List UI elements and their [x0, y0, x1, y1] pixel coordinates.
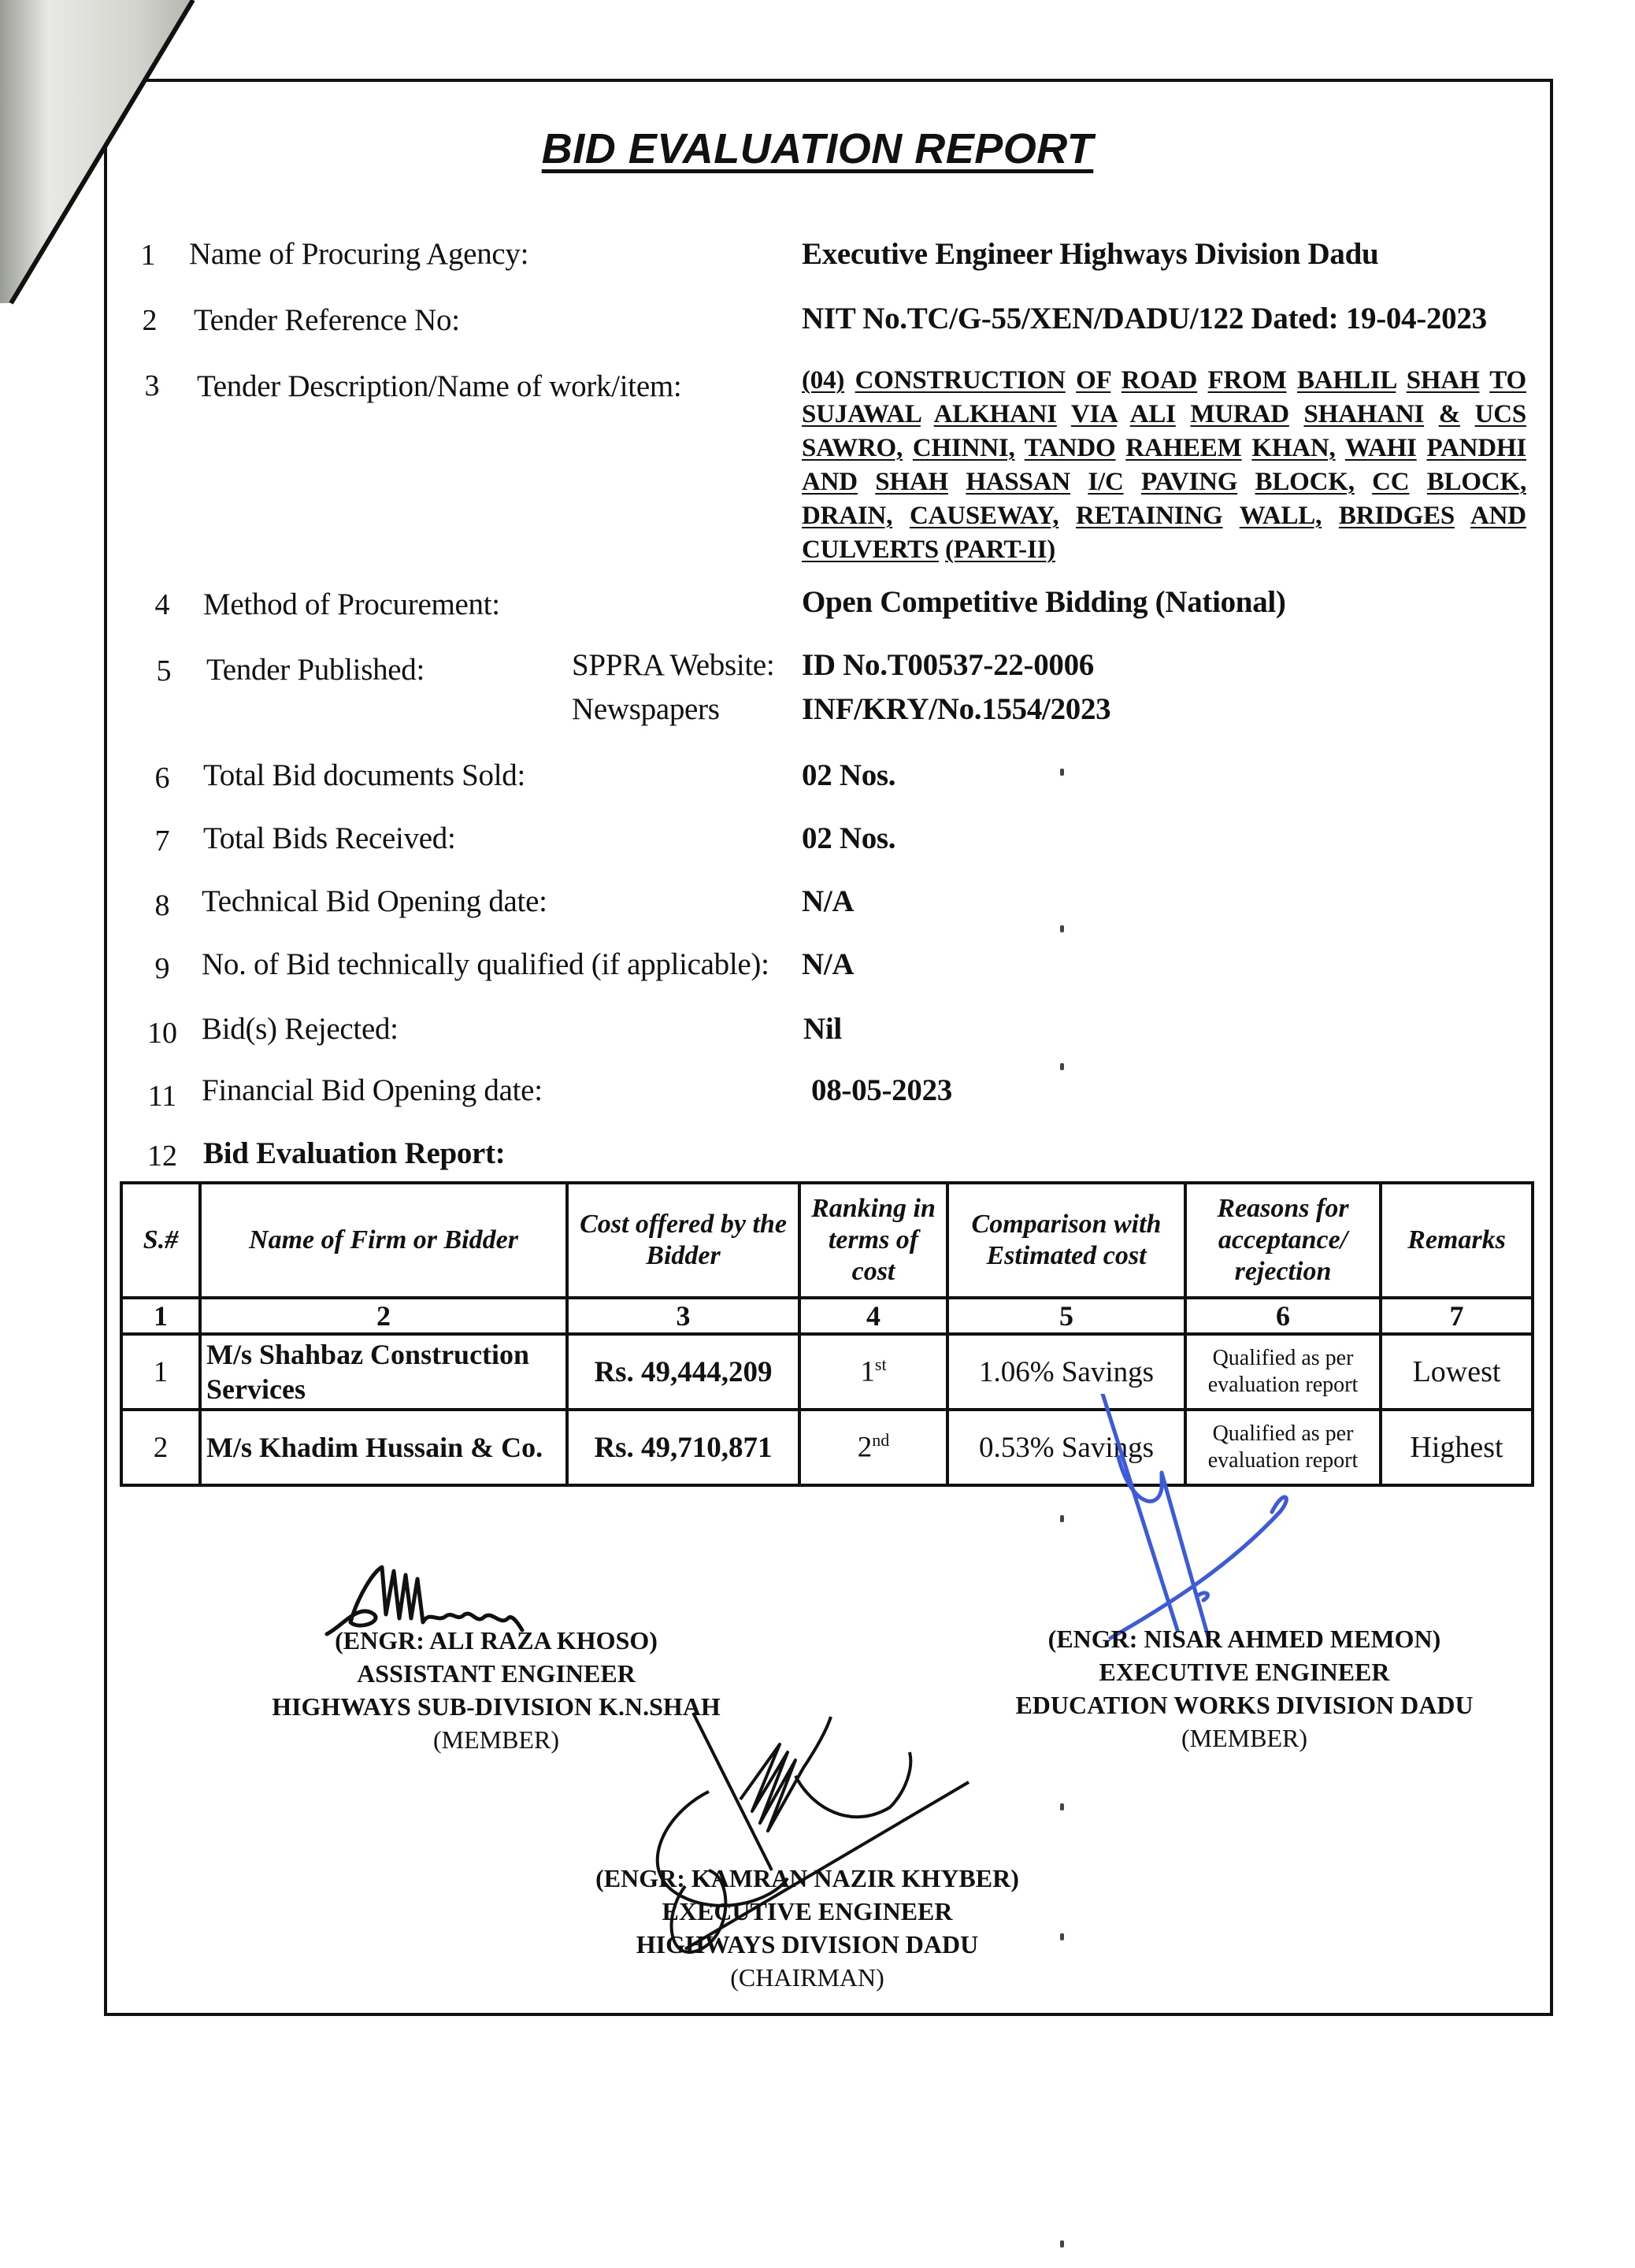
serial-number: 2 — [121, 1410, 200, 1485]
cost-ranking — [799, 1334, 947, 1410]
description-word: AND — [802, 468, 858, 496]
acceptance-reason: Qualified as per evaluation report — [1185, 1334, 1381, 1410]
item-number: 5 — [156, 654, 172, 687]
tender-published-label: Tender Published: — [206, 653, 425, 687]
firm-name: M/s Khadim Hussain & Co. — [200, 1410, 567, 1485]
item-number: 12 — [147, 1140, 177, 1173]
procuring-agency-label: Name of Procuring Agency: — [189, 237, 529, 271]
scan-speck — [1060, 1515, 1064, 1522]
signatory-right — [992, 1622, 1496, 1755]
description-word: RETAINING — [1076, 502, 1223, 530]
financial-bid-opening-label: Financial Bid Opening date: — [202, 1073, 543, 1107]
column-header: Reasons for acceptance/ rejection — [1185, 1183, 1381, 1298]
remarks: Highest — [1381, 1410, 1533, 1485]
bids-rejected-label: Bid(s) Rejected: — [202, 1012, 399, 1046]
item-number: 8 — [154, 889, 170, 922]
report-title — [0, 124, 1635, 173]
signatory-role: (MEMBER) — [1181, 1724, 1307, 1752]
procuring-agency-value: Executive Engineer Highways Division Dadu — [802, 237, 1379, 271]
bid-docs-sold-value: 02 Nos. — [802, 758, 896, 792]
tender-description-label: Tender Description/Name of work/item: — [197, 369, 682, 403]
item-number: 9 — [154, 952, 170, 985]
description-word: ROAD — [1121, 366, 1198, 395]
item-number: 10 — [147, 1017, 177, 1050]
report-title-text: BID EVALUATION REPORT — [541, 125, 1094, 172]
item-number: 7 — [154, 825, 170, 858]
signatory-office: HIGHWAYS DIVISION DADU — [636, 1930, 979, 1959]
column-number: 6 — [1185, 1298, 1381, 1334]
description-word: DRAIN, — [802, 502, 893, 530]
signatory-name: (ENGR: NISAR AHMED MEMON) — [1047, 1625, 1441, 1653]
bid-evaluation-table — [120, 1181, 1534, 1487]
column-header: Name of Firm or Bidder — [200, 1183, 567, 1298]
item-number: 11 — [147, 1080, 177, 1113]
description-word: SAWRO, — [802, 434, 903, 462]
signatory-designation: EXECUTIVE ENGINEER — [1099, 1658, 1390, 1686]
folded-page-corner — [0, 0, 205, 315]
tender-reference-label: Tender Reference No: — [194, 303, 460, 337]
description-word: & — [1438, 400, 1460, 428]
item-number: 4 — [154, 588, 170, 621]
signatory-name: (ENGR: ALI RAZA KHOSO) — [335, 1626, 658, 1655]
tender-description-value — [802, 364, 1526, 567]
signatory-role: (CHAIRMAN) — [730, 1963, 884, 1992]
description-word: CULVERTS — [802, 536, 939, 564]
signatory-designation: ASSISTANT ENGINEER — [357, 1659, 636, 1688]
technical-bid-opening-label: Technical Bid Opening date: — [202, 884, 547, 918]
scan-speck — [1060, 1803, 1064, 1810]
signatory-name: (ENGR: KAMRAN NAZIR KHYBER) — [595, 1864, 1019, 1892]
item-number: 2 — [142, 304, 158, 337]
item-number: 6 — [154, 762, 170, 795]
description-word: BLOCK, — [1255, 468, 1355, 496]
procurement-method-label: Method of Procurement: — [203, 587, 500, 621]
description-word: CHINNI, — [912, 434, 1015, 462]
description-word: AND — [1470, 502, 1526, 530]
technical-bid-opening-value: N/A — [802, 884, 855, 918]
firm-name: M/s Shahbaz Construction Services — [200, 1334, 567, 1410]
description-word: TO — [1489, 366, 1526, 395]
description-word: UCS — [1474, 400, 1526, 428]
description-word: SUJAWAL — [802, 400, 921, 428]
column-number: 4 — [799, 1298, 947, 1334]
description-word: I/C — [1088, 468, 1124, 496]
cost-offered: Rs. 49,444,209 — [567, 1334, 799, 1410]
item-number: 3 — [144, 369, 160, 402]
description-word: (PART-II) — [945, 536, 1056, 564]
column-number: 1 — [121, 1298, 200, 1334]
estimated-cost-comparison: 1.06% Savings — [947, 1334, 1185, 1410]
description-word: ALKHANI — [933, 400, 1057, 428]
scan-speck — [1060, 1933, 1064, 1940]
column-number: 3 — [567, 1298, 799, 1334]
description-word: ALI — [1129, 400, 1176, 428]
sppra-website-value: ID No.T00537-22-0006 — [802, 648, 1094, 682]
bids-rejected-value: Nil — [803, 1012, 842, 1046]
column-header: Remarks — [1381, 1183, 1533, 1298]
technically-qualified-value: N/A — [802, 947, 855, 981]
tender-reference-value: NIT No.TC/G-55/XEN/DADU/122 Dated: 19-04-2023 — [802, 302, 1487, 335]
column-header: Ranking in terms of cost — [799, 1183, 947, 1298]
signatory-office: HIGHWAYS SUB-DIVISION K.N.SHAH — [272, 1692, 721, 1721]
signatory-designation: EXECUTIVE ENGINEER — [662, 1897, 953, 1925]
signatory-role: (MEMBER) — [433, 1725, 559, 1754]
description-word: CAUSEWAY, — [910, 502, 1059, 530]
description-word: HASSAN — [966, 468, 1070, 496]
cost-offered: Rs. 49,710,871 — [567, 1410, 799, 1485]
sppra-website-label: SPPRA Website: — [572, 648, 775, 682]
column-header: Comparison with Estimated cost — [947, 1183, 1185, 1298]
description-word: RAHEEM — [1125, 434, 1242, 462]
description-word: SHAH — [875, 468, 948, 496]
description-word: (04) — [802, 366, 845, 395]
column-number-row — [121, 1298, 1533, 1334]
description-word: WALL, — [1239, 502, 1322, 530]
description-word: OF — [1076, 366, 1111, 395]
description-word: TANDO — [1024, 434, 1116, 462]
table-row — [121, 1410, 1533, 1485]
estimated-cost-comparison: 0.53% Savings — [947, 1410, 1185, 1485]
signatory-office: EDUCATION WORKS DIVISION DADU — [1015, 1691, 1474, 1719]
rank-number: 1 — [860, 1355, 875, 1388]
technically-qualified-label: No. of Bid technically qualified (if applicable): — [202, 947, 769, 981]
description-word: CONSTRUCTION — [855, 366, 1066, 395]
cost-ranking — [799, 1410, 947, 1485]
description-word: PAVING — [1140, 468, 1238, 496]
serial-number: 1 — [121, 1334, 200, 1410]
bids-received-label: Total Bids Received: — [203, 821, 456, 855]
description-word: VIA — [1070, 400, 1117, 428]
rank-number: 2 — [857, 1431, 873, 1464]
column-number: 5 — [947, 1298, 1185, 1334]
column-number: 2 — [200, 1298, 567, 1334]
newspapers-value: INF/KRY/No.1554/2023 — [802, 692, 1111, 726]
scan-speck — [1060, 769, 1064, 776]
column-number: 7 — [1381, 1298, 1533, 1334]
scan-speck — [1060, 2240, 1064, 2248]
description-word: BRIDGES — [1338, 502, 1455, 530]
description-word: SHAH — [1406, 366, 1480, 395]
description-word: PANDHI — [1426, 434, 1526, 462]
bid-evaluation-report-label: Bid Evaluation Report: — [203, 1136, 506, 1170]
description-word: BLOCK, — [1426, 468, 1526, 496]
bid-docs-sold-label: Total Bid documents Sold: — [203, 758, 526, 792]
description-word: SHAHANI — [1303, 400, 1425, 428]
rank-suffix: nd — [872, 1430, 890, 1451]
signature-nisar-ahmed-memon — [1087, 1394, 1307, 1646]
description-word: FROM — [1207, 366, 1287, 395]
item-number: 1 — [140, 239, 156, 272]
acceptance-reason: Qualified as per evaluation report — [1185, 1410, 1381, 1485]
description-word: BAHLIL — [1296, 366, 1396, 395]
bids-received-value: 02 Nos. — [802, 821, 896, 855]
description-word: WAHI — [1344, 434, 1417, 462]
signatory-chairman — [551, 1862, 1063, 1994]
column-header: Cost offered by the Bidder — [567, 1183, 799, 1298]
financial-bid-opening-value: 08-05-2023 — [811, 1073, 952, 1107]
description-word: MURAD — [1190, 400, 1289, 428]
description-word: KHAN, — [1251, 434, 1336, 462]
table-header-row — [121, 1183, 1533, 1298]
procurement-method-value: Open Competitive Bidding (National) — [802, 585, 1286, 619]
scan-speck — [1060, 1063, 1064, 1070]
newspapers-label: Newspapers — [572, 692, 720, 726]
remarks: Lowest — [1381, 1334, 1533, 1410]
column-header: S.# — [121, 1183, 200, 1298]
scan-speck — [1060, 925, 1064, 932]
description-word: CC — [1372, 468, 1410, 496]
table-row — [121, 1334, 1533, 1410]
rank-suffix: st — [874, 1354, 887, 1375]
